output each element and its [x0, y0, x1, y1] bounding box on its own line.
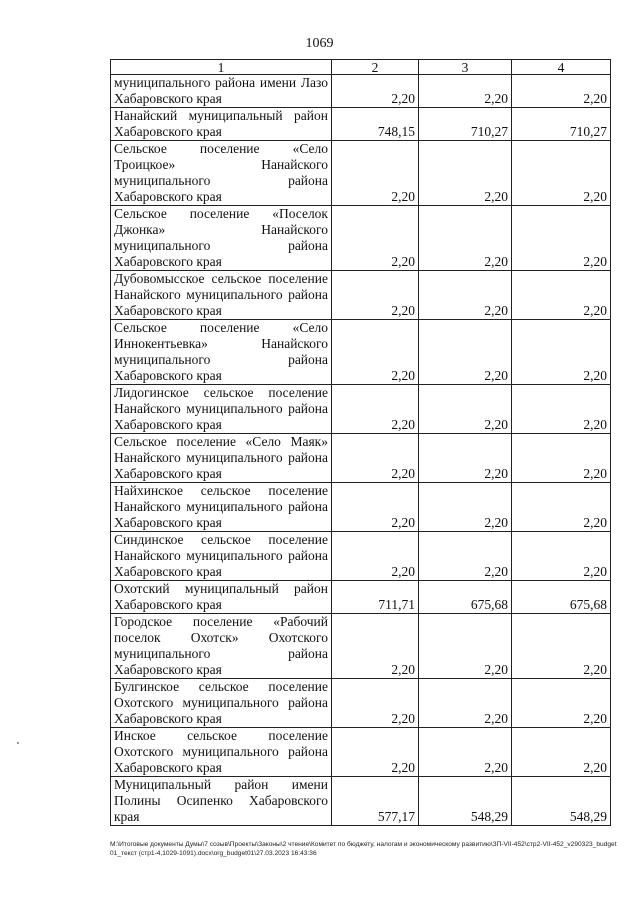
page-number: 1069 [305, 36, 334, 51]
row-name-cell: Сельское поселение «Село Троицкое» Нанайского муниципального района Хабаровского края [111, 141, 332, 206]
header-row [111, 60, 611, 75]
table-row [111, 777, 611, 826]
table-row [111, 75, 611, 108]
row-name-cell: Найхинское сельское поселение Нанайского муниципального района Хабаровского края [111, 483, 332, 532]
scan-speck [17, 742, 19, 744]
row-value-col4: 2,20 [512, 320, 611, 385]
row-value-col4: 2,20 [512, 385, 611, 434]
row-name-cell: Нанайский муниципальный район Хабаровского края [111, 108, 332, 141]
row-value-col4: 2,20 [512, 206, 611, 271]
row-value-col3: 548,29 [419, 777, 512, 826]
row-value-col2: 2,20 [332, 271, 419, 320]
row-value-col2: 2,20 [332, 614, 419, 679]
row-value-col3: 2,20 [419, 75, 512, 108]
row-name-cell: Синдинское сельское поселение Нанайского муниципального района Хабаровского края [111, 532, 332, 581]
row-value-col2: 2,20 [332, 728, 419, 777]
row-value-col3: 675,68 [419, 581, 512, 614]
table-row [111, 728, 611, 777]
table-row [111, 532, 611, 581]
row-value-col2: 2,20 [332, 320, 419, 385]
table-row [111, 385, 611, 434]
row-name-cell: Дубовомысское сельское поселение Нанайского муниципального района Хабаровского края [111, 271, 332, 320]
row-value-col2: 711,71 [332, 581, 419, 614]
row-value-col4: 2,20 [512, 483, 611, 532]
column-header-3: 3 [419, 60, 512, 75]
table-row [111, 581, 611, 614]
row-name-cell: Сельское поселение «Село Иннокентьевка» Нанайского муниципального района Хабаровского края [111, 320, 332, 385]
row-value-col3: 2,20 [419, 385, 512, 434]
row-name-cell: Муниципальный район имени Полины Осипенко Хабаровского края [111, 777, 332, 826]
row-name-cell: Городское поселение «Рабочий поселок Охотск» Охотского муниципального района Хабаровского края [111, 614, 332, 679]
row-value-col4: 548,29 [512, 777, 611, 826]
footer-file-path: М:\Итоговые документы Думы\7 созыв\Проекты\Законы\2 чтение\Комитет по бюджету, налогам и экономическому развитию\ЗП-VII-452\стр2-VII-452_v290323_budget01_текст (стр1-4,1029-1091).docx\org_budget01\27.03.2023 16:43:36 [110, 841, 617, 857]
row-value-col4: 2,20 [512, 434, 611, 483]
row-value-col4: 2,20 [512, 532, 611, 581]
row-value-col2: 2,20 [332, 434, 419, 483]
row-value-col2: 748,15 [332, 108, 419, 141]
row-name-cell: Лидогинское сельское поселение Нанайского муниципального района Хабаровского края [111, 385, 332, 434]
row-value-col3: 2,20 [419, 206, 512, 271]
row-value-col3: 2,20 [419, 679, 512, 728]
table-row [111, 483, 611, 532]
column-header-2: 2 [332, 60, 419, 75]
row-value-col3: 2,20 [419, 532, 512, 581]
table-row [111, 434, 611, 483]
row-value-col2: 577,17 [332, 777, 419, 826]
row-value-col3: 2,20 [419, 434, 512, 483]
table-row [111, 614, 611, 679]
row-value-col3: 710,27 [419, 108, 512, 141]
row-name-cell: муниципального района имени Лазо Хабаровского края [111, 75, 332, 108]
row-value-col2: 2,20 [332, 206, 419, 271]
row-value-col4: 2,20 [512, 728, 611, 777]
row-value-col4: 2,20 [512, 614, 611, 679]
table-row [111, 108, 611, 141]
row-value-col3: 2,20 [419, 728, 512, 777]
table-row [111, 320, 611, 385]
row-value-col4: 2,20 [512, 271, 611, 320]
table-row [111, 141, 611, 206]
row-name-cell: Охотский муниципальный район Хабаровского края [111, 581, 332, 614]
row-name-cell: Сельское поселение «Село Маяк» Нанайского муниципального района Хабаровского края [111, 434, 332, 483]
budget-table [110, 59, 611, 826]
row-name-cell: Инское сельское поселение Охотского муниципального района Хабаровского края [111, 728, 332, 777]
row-value-col2: 2,20 [332, 679, 419, 728]
row-value-col3: 2,20 [419, 320, 512, 385]
row-value-col2: 2,20 [332, 532, 419, 581]
row-value-col3: 2,20 [419, 141, 512, 206]
row-name-cell: Булгинское сельское поселение Охотского муниципального района Хабаровского края [111, 679, 332, 728]
row-value-col4: 2,20 [512, 75, 611, 108]
row-value-col3: 2,20 [419, 271, 512, 320]
row-value-col4: 2,20 [512, 141, 611, 206]
row-value-col2: 2,20 [332, 75, 419, 108]
column-header-1: 1 [111, 60, 332, 75]
row-value-col4: 710,27 [512, 108, 611, 141]
row-value-col4: 2,20 [512, 679, 611, 728]
table-row [111, 679, 611, 728]
table-row [111, 206, 611, 271]
row-name-cell: Сельское поселение «Поселок Джонка» Нанайского муниципального района Хабаровского края [111, 206, 332, 271]
table-row [111, 271, 611, 320]
column-header-4: 4 [512, 60, 611, 75]
row-value-col2: 2,20 [332, 141, 419, 206]
row-value-col4: 675,68 [512, 581, 611, 614]
row-value-col3: 2,20 [419, 614, 512, 679]
row-value-col3: 2,20 [419, 483, 512, 532]
row-value-col2: 2,20 [332, 483, 419, 532]
row-value-col2: 2,20 [332, 385, 419, 434]
